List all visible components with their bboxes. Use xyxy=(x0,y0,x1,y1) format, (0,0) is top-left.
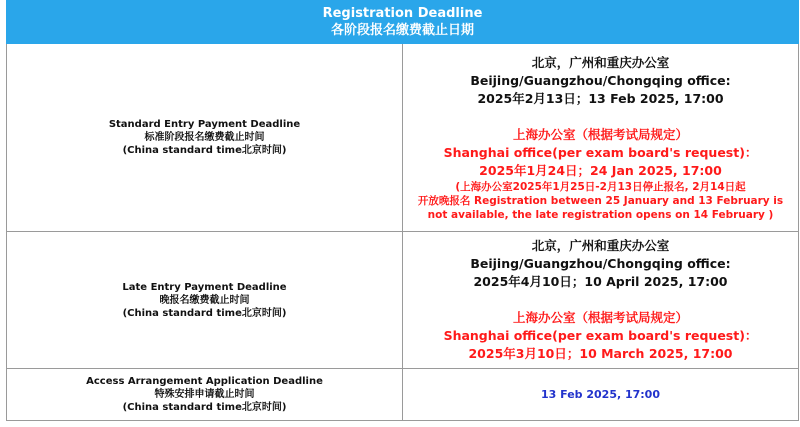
standard-sh-note-1: (上海办公室2025年1月25日-2月13日停止报名, 2月14日起 xyxy=(455,180,746,193)
access-arrangement-label-cell xyxy=(7,369,403,421)
late-label-tz: (China standard time北京时间) xyxy=(122,307,287,319)
standard-sh-note-3: not available, the late registration opens on 14 February ) xyxy=(427,208,774,221)
header-title-en: Registration Deadline xyxy=(322,6,483,21)
late-bj-en: Beijing/Guangzhou/Chongqing office: xyxy=(470,256,731,271)
late-entry-row xyxy=(7,232,799,369)
late-bj-date: 2025年4月10日；10 April 2025, 17:00 xyxy=(473,274,728,289)
late-entry-deadline-cell xyxy=(403,232,799,369)
standard-bj-en: Beijing/Guangzhou/Chongqing office: xyxy=(470,72,731,88)
late-label-zh: 晚报名缴费截止时间 xyxy=(159,294,250,306)
header-title-zh: 各阶段报名缴费截止日期 xyxy=(330,23,474,38)
registration-deadline-table-container xyxy=(6,0,799,421)
late-sh-date: 2025年3月10日；10 March 2025, 17:00 xyxy=(468,346,733,361)
spacer xyxy=(403,291,798,309)
standard-entry-label-cell xyxy=(7,44,403,232)
access-arrangement-row xyxy=(7,369,799,421)
table-header xyxy=(7,1,799,44)
standard-label-tz: (China standard time北京时间) xyxy=(122,145,287,156)
late-label-en: Late Entry Payment Deadline xyxy=(122,281,287,293)
late-sh-en: Shanghai office(per exam board's request)： xyxy=(443,328,758,343)
access-arrangement-deadline-cell xyxy=(403,369,799,421)
standard-entry-row xyxy=(7,44,799,232)
late-sh-title: 上海办公室（根据考试局规定） xyxy=(512,310,688,325)
header-row xyxy=(7,1,799,44)
standard-sh-note-2: 开放晚报名 Registration between 25 January and 13 February is xyxy=(417,194,784,207)
standard-bj-date: 2025年2月13日；13 Feb 2025, 17:00 xyxy=(477,90,724,106)
standard-label-zh: 标准阶段报名缴费截止时间 xyxy=(144,132,265,143)
standard-sh-en: Shanghai office(per exam board's request)： xyxy=(443,144,758,160)
registration-deadline-table xyxy=(6,0,799,421)
access-date: 13 Feb 2025, 17:00 xyxy=(540,387,660,401)
late-bj-title: 北京，广州和重庆办公室 xyxy=(531,238,670,253)
standard-sh-date: 2025年1月24日；24 Jan 2025, 17:00 xyxy=(479,162,722,178)
standard-label-en: Standard Entry Payment Deadline xyxy=(108,119,301,130)
standard-sh-title: 上海办公室（根据考试局规定） xyxy=(512,126,688,142)
access-label-en: Access Arrangement Application Deadline xyxy=(86,376,323,387)
standard-entry-deadline-cell xyxy=(403,44,799,232)
access-label-zh: 特殊安排申请截止时间 xyxy=(154,389,255,400)
spacer xyxy=(403,108,798,126)
standard-bj-title: 北京，广州和重庆办公室 xyxy=(531,54,670,70)
access-label-tz: (China standard time北京时间) xyxy=(122,402,287,413)
late-entry-label-cell xyxy=(7,232,403,369)
